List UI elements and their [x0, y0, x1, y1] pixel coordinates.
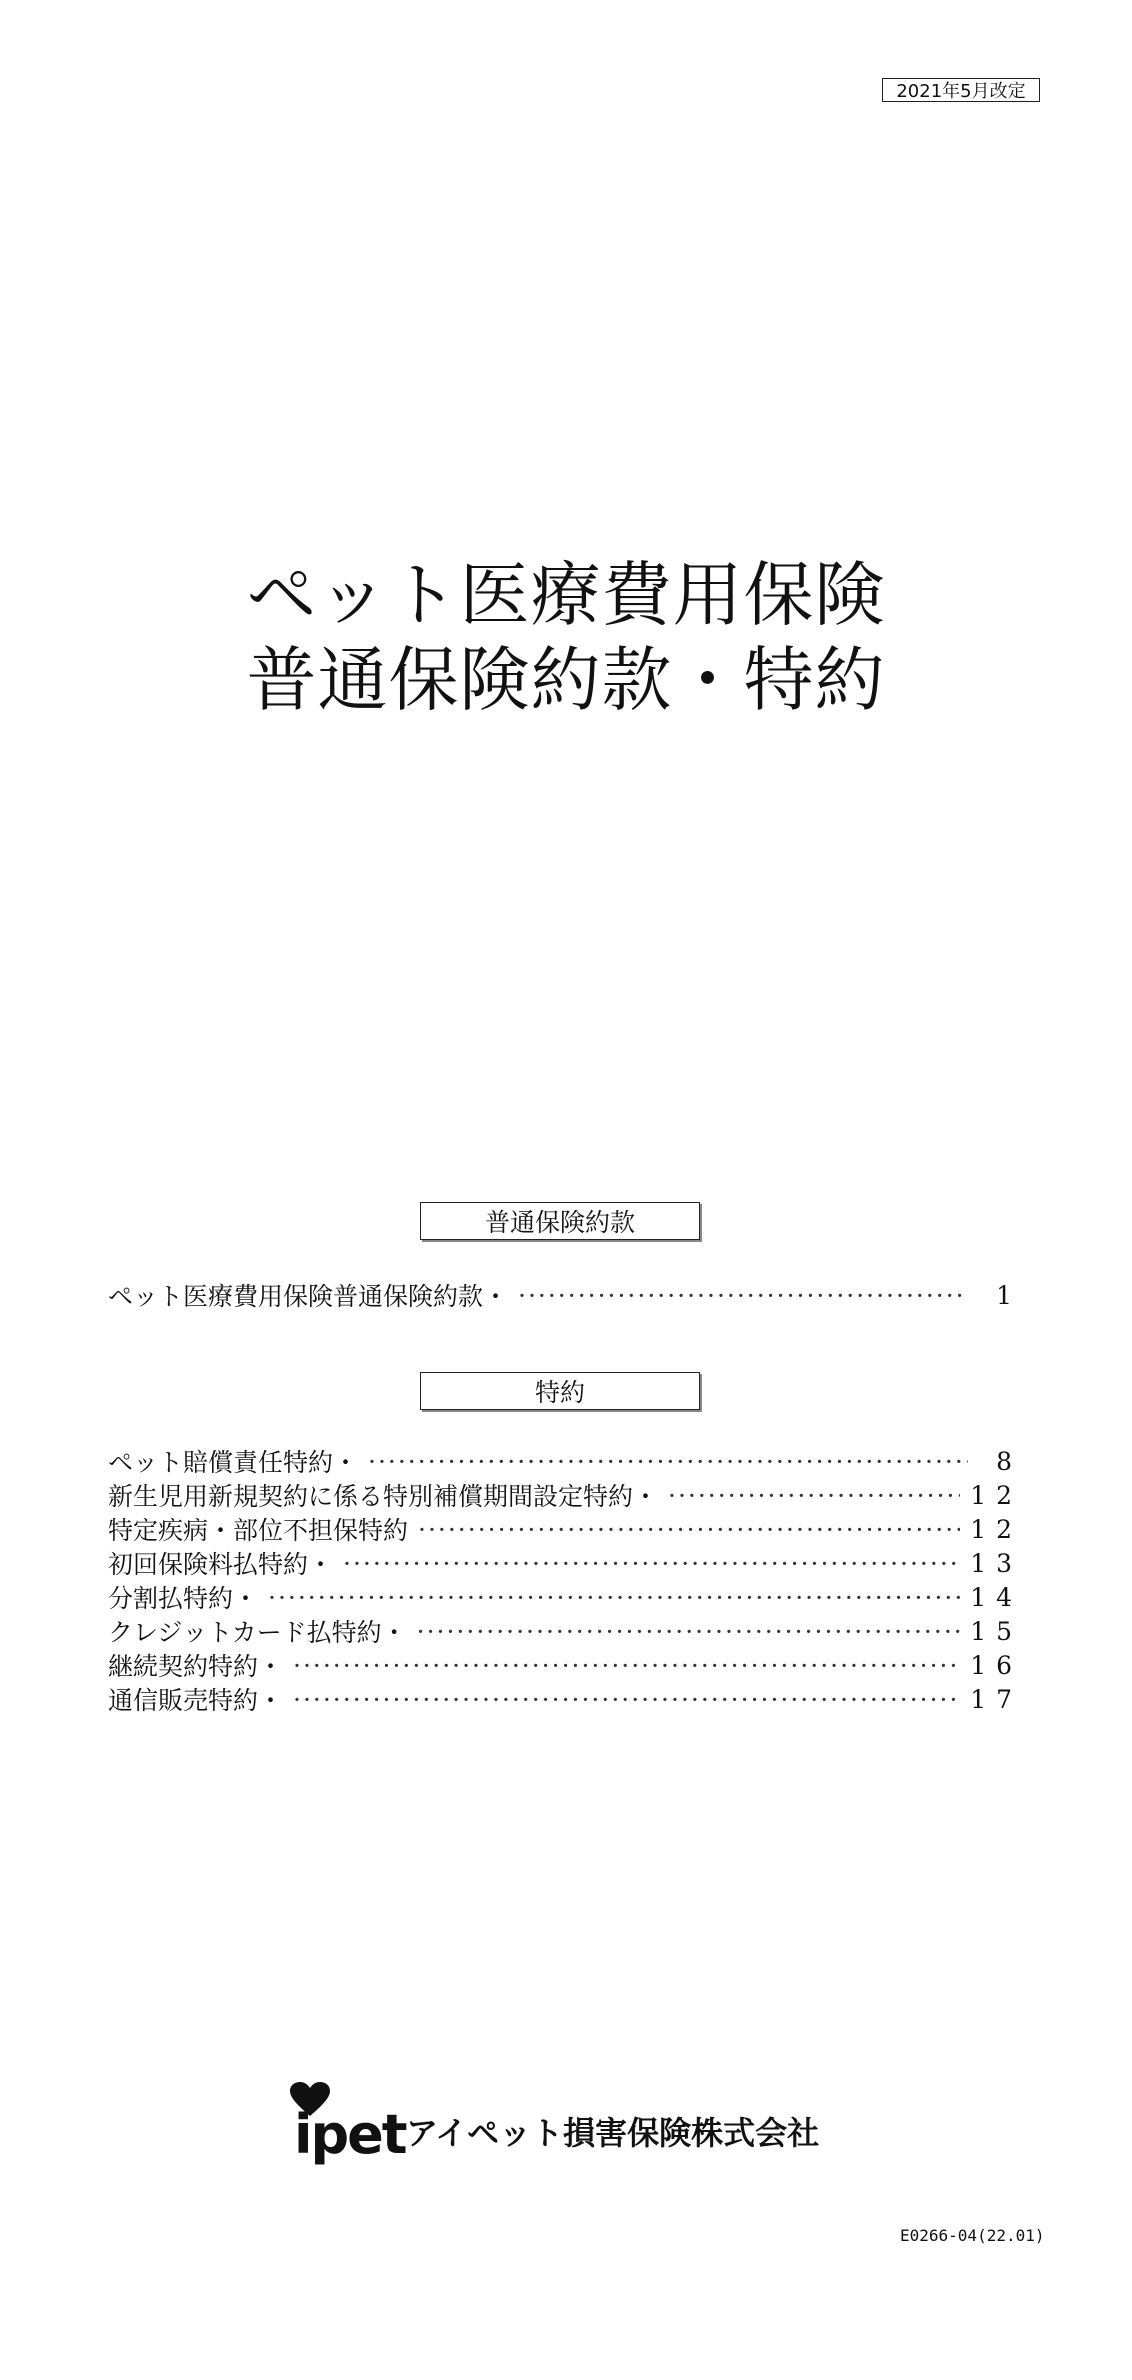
toc-entry[interactable] [108, 1580, 1022, 1614]
toc-entry-page: 12 [970, 1514, 1022, 1544]
toc-entry-page: 8 [996, 1446, 1022, 1476]
toc-entry[interactable] [108, 1478, 1022, 1512]
toc-leader-dots [518, 1281, 968, 1310]
ipet-logo-mark [290, 2082, 406, 2166]
toc-entry-page: 14 [970, 1582, 1022, 1612]
toc-leader-dots [343, 1549, 960, 1578]
document-title-line1: ペット医療費用保険 [246, 554, 886, 636]
toc-entry-title: 分割払特約・ [108, 1584, 259, 1613]
toc-entry-title: クレジットカード払特約・ [108, 1618, 407, 1647]
toc-leader-dots [268, 1583, 960, 1612]
toc-leader-dots [293, 1651, 960, 1680]
toc-entry-page: 1 [996, 1280, 1022, 1310]
toc-entry[interactable] [108, 1512, 1022, 1546]
toc-leader-dots [368, 1447, 968, 1476]
document-title-line2: 普通保険約款・特約 [246, 639, 886, 721]
toc-entry[interactable] [108, 1546, 1022, 1580]
section-heading-general-terms: 普通保険約款 [420, 1202, 700, 1240]
toc-entry-title: 継続契約特約・ [108, 1652, 284, 1681]
toc-entry-page: 15 [970, 1616, 1022, 1646]
toc-entry-title: ペット医療費用保険普通保険約款・ [108, 1282, 509, 1311]
document-code: E0266-04(22.01) [900, 2226, 1045, 2245]
toc-entry-title: 新生児用新規契約に係る特別補償期間設定特約・ [108, 1482, 659, 1511]
toc-entry-page: 16 [970, 1650, 1022, 1680]
toc-leader-dots [417, 1617, 961, 1646]
toc-leader-dots [418, 1515, 960, 1544]
toc-entry[interactable] [108, 1648, 1022, 1682]
toc-leader-dots [668, 1481, 960, 1510]
toc-entry[interactable] [108, 1278, 1022, 1312]
toc-leader-dots [293, 1685, 960, 1714]
toc-entry-title: ペット賠償責任特約・ [108, 1448, 359, 1477]
toc-entry-title: 特定疾病・部位不担保特約 [108, 1516, 409, 1545]
company-name: アイペット損害保険株式会社 [406, 2114, 820, 2152]
toc-entry-page: 13 [970, 1548, 1022, 1578]
ipet-wordmark: ipet [294, 2103, 406, 2166]
toc-entry-title: 初回保険料払特約・ [108, 1550, 334, 1579]
company-logo [290, 2082, 820, 2166]
toc-entry[interactable] [108, 1614, 1022, 1648]
toc-entry-title: 通信販売特約・ [108, 1686, 284, 1715]
revision-date-label: 2021年5月改定 [882, 78, 1040, 102]
toc-entry-page: 12 [970, 1480, 1022, 1510]
toc-entry[interactable] [108, 1444, 1022, 1478]
toc-entry[interactable] [108, 1682, 1022, 1716]
section-heading-riders: 特約 [420, 1372, 700, 1410]
toc-entry-page: 17 [970, 1684, 1022, 1714]
